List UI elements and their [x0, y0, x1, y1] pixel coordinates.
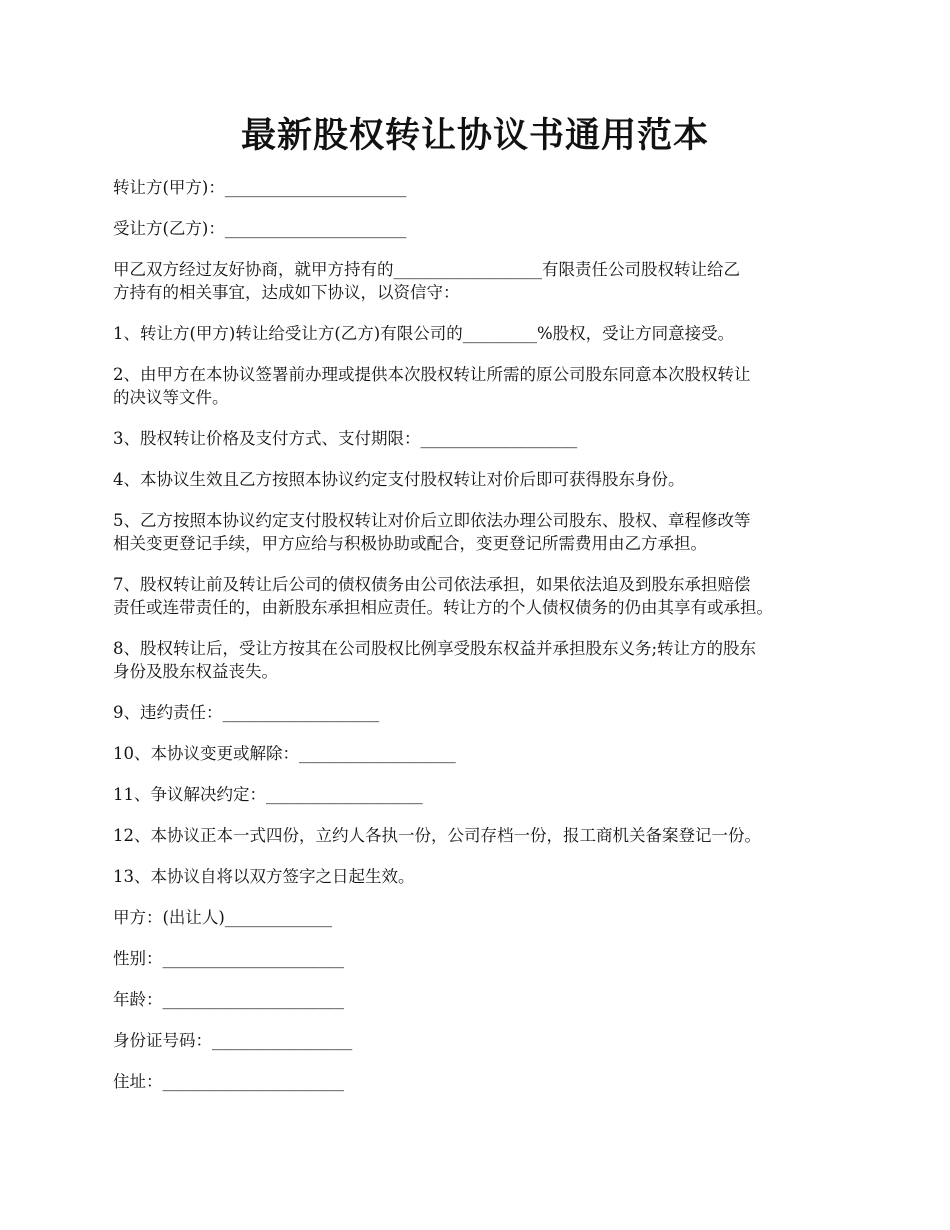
clause-3: 3、股权转让价格及支付方式、支付期限：___________________: [113, 429, 578, 448]
clause-10: 10、本协议变更或解除：___________________: [113, 744, 456, 763]
clause-13: 13、本协议自将以双方签字之日起生效。: [113, 867, 415, 886]
clause-5: 5、乙方按照本协议约定支付股权转让对价后立即依法办理公司股东、股权、章程修改等 相关变更登记手续，甲方应给与积极协助或配合，变更登记所需费用由乙方承担。: [113, 511, 751, 553]
clause-transferee: 受让方(乙方)：______________________: [113, 219, 407, 238]
clause-12: 12、本协议正本一式四份，立约人各执一份，公司存档一份，报工商机关备案登记一份。: [113, 826, 761, 845]
clause-transferor: 转让方(甲方)：______________________: [113, 178, 407, 197]
signature-party-a: 甲方：(出让人)_____________: [113, 908, 333, 927]
clause-11: 11、争议解决约定：___________________: [113, 785, 423, 804]
signature-age: 年龄：______________________: [113, 990, 344, 1009]
clause-4: 4、本协议生效且乙方按照本协议约定支付股权转让对价后即可获得股东身份。: [113, 470, 685, 489]
clause-preamble: 甲乙双方经过友好协商，就甲方持有的__________________有限责任公司股权转让给乙 方持有的相关事宜，达成如下协议，以资信守：: [113, 260, 740, 302]
signature-id-number: 身份证号码：_________________: [113, 1031, 353, 1050]
clause-9: 9、违约责任：___________________: [113, 703, 380, 722]
document-body: [113, 176, 843, 1111]
signature-address: 住址：______________________: [113, 1072, 344, 1091]
document-title: 最新股权转让协议书通用范本: [240, 115, 709, 156]
signature-gender: 性别：______________________: [113, 949, 344, 968]
clause-8: 8、股权转让后，受让方按其在公司股权比例享受股东权益并承担股东义务;转让方的股东 身份及股东权益丧失。: [113, 639, 757, 681]
clause-1: 1、转让方(甲方)转让给受让方(乙方)有限公司的_________%股权，受让方同意接受。: [113, 324, 735, 343]
clause-7: 7、股权转让前及转让后公司的债权债务由公司依法承担，如果依法追及到股东承担赔偿 责任或连带责任的，由新股东承担相应责任。转让方的个人债权债务的仍由其享有或承担。: [113, 575, 773, 617]
clause-2: 2、由甲方在本协议签署前办理或提供本次股权转让所需的原公司股东同意本次股权转让 的决议等文件。: [113, 365, 751, 407]
